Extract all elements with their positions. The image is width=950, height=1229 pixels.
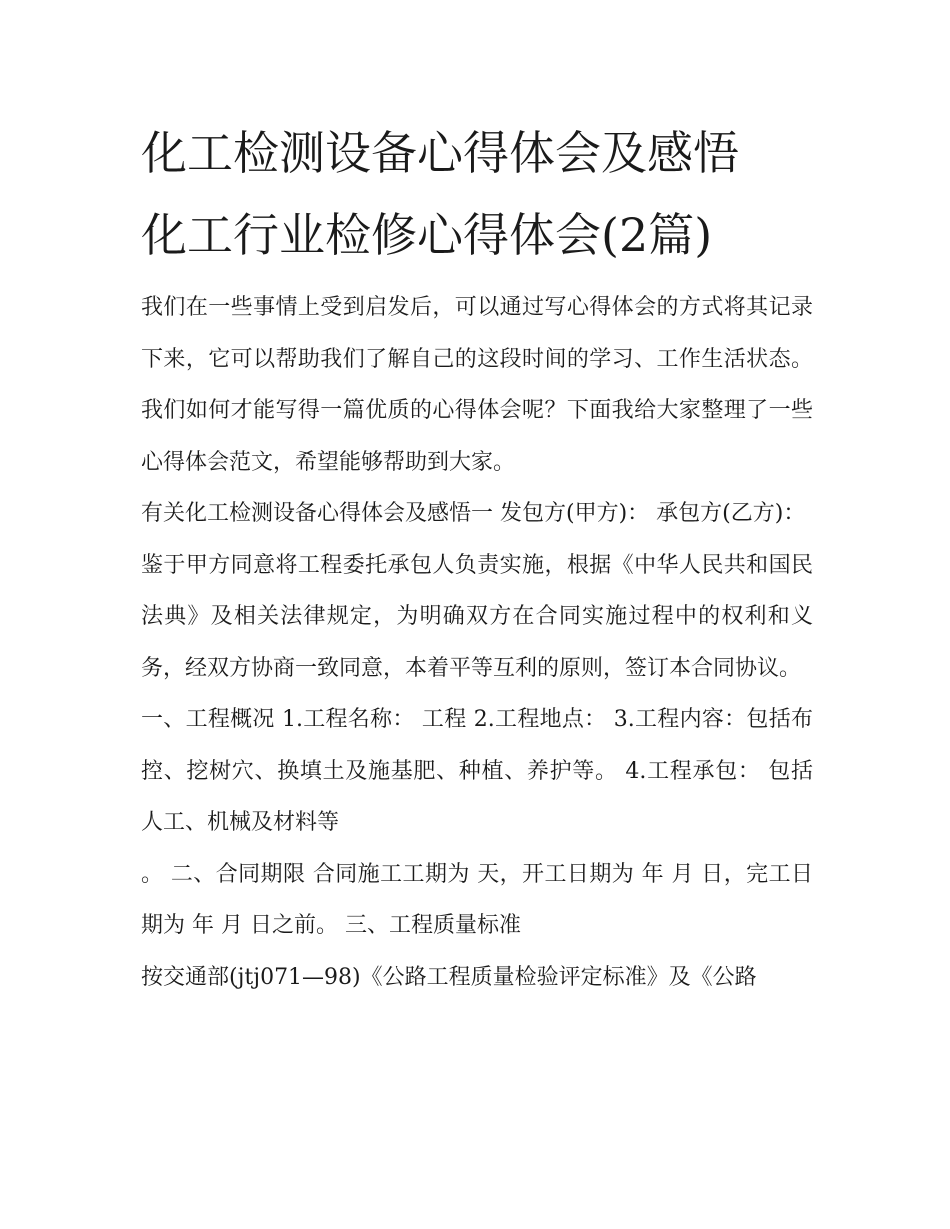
paragraph-project-overview: 一、工程概况 1.工程名称： 工程 2.工程地点： 3.工程内容：包括布控、挖树穴、换填土及施基肥、种植、养护等。 4.工程承包： 包括人工、机械及材料等 [141, 707, 813, 835]
paragraph-intro: 我们在一些事情上受到启发后，可以通过写心得体会的方式将其记录下来，它可以帮助我们了解自己的这段时间的学习、工作生活状态。我们如何才能写得一篇优质的心得体会呢？下面我给大家整理了一些心得体会范文，希望能够帮助到大家。 [141, 295, 813, 475]
document-page [141, 112, 813, 1003]
title-line-2: 化工行业检修心得体会(2篇) [141, 208, 713, 262]
document-title [141, 112, 813, 276]
paragraph-parties: 有关化工检测设备心得体会及感悟一 发包方(甲方)： 承包方(乙方)： [141, 501, 806, 526]
paragraph-quality-standard: 按交通部(jtj071—98)《公路工程质量检验评定标准》及《公路 [141, 964, 757, 990]
title-line-1: 化工检测设备心得体会及感悟 [141, 126, 739, 180]
paragraph-preamble: 鉴于甲方同意将工程委托承包人负责实施，根据《中华人民共和国民法典》及相关法律规定，为明确双方在合同实施过程中的权利和义务，经双方协商一致同意，本着平等互利的原则，签订本合同协议。 [141, 552, 813, 681]
paragraph-contract-term: 。 二、合同期限 合同施工工期为 天，开工日期为 年 月 日，完工日期为 年 月 日之前。 三、工程质量标准 [141, 861, 813, 938]
